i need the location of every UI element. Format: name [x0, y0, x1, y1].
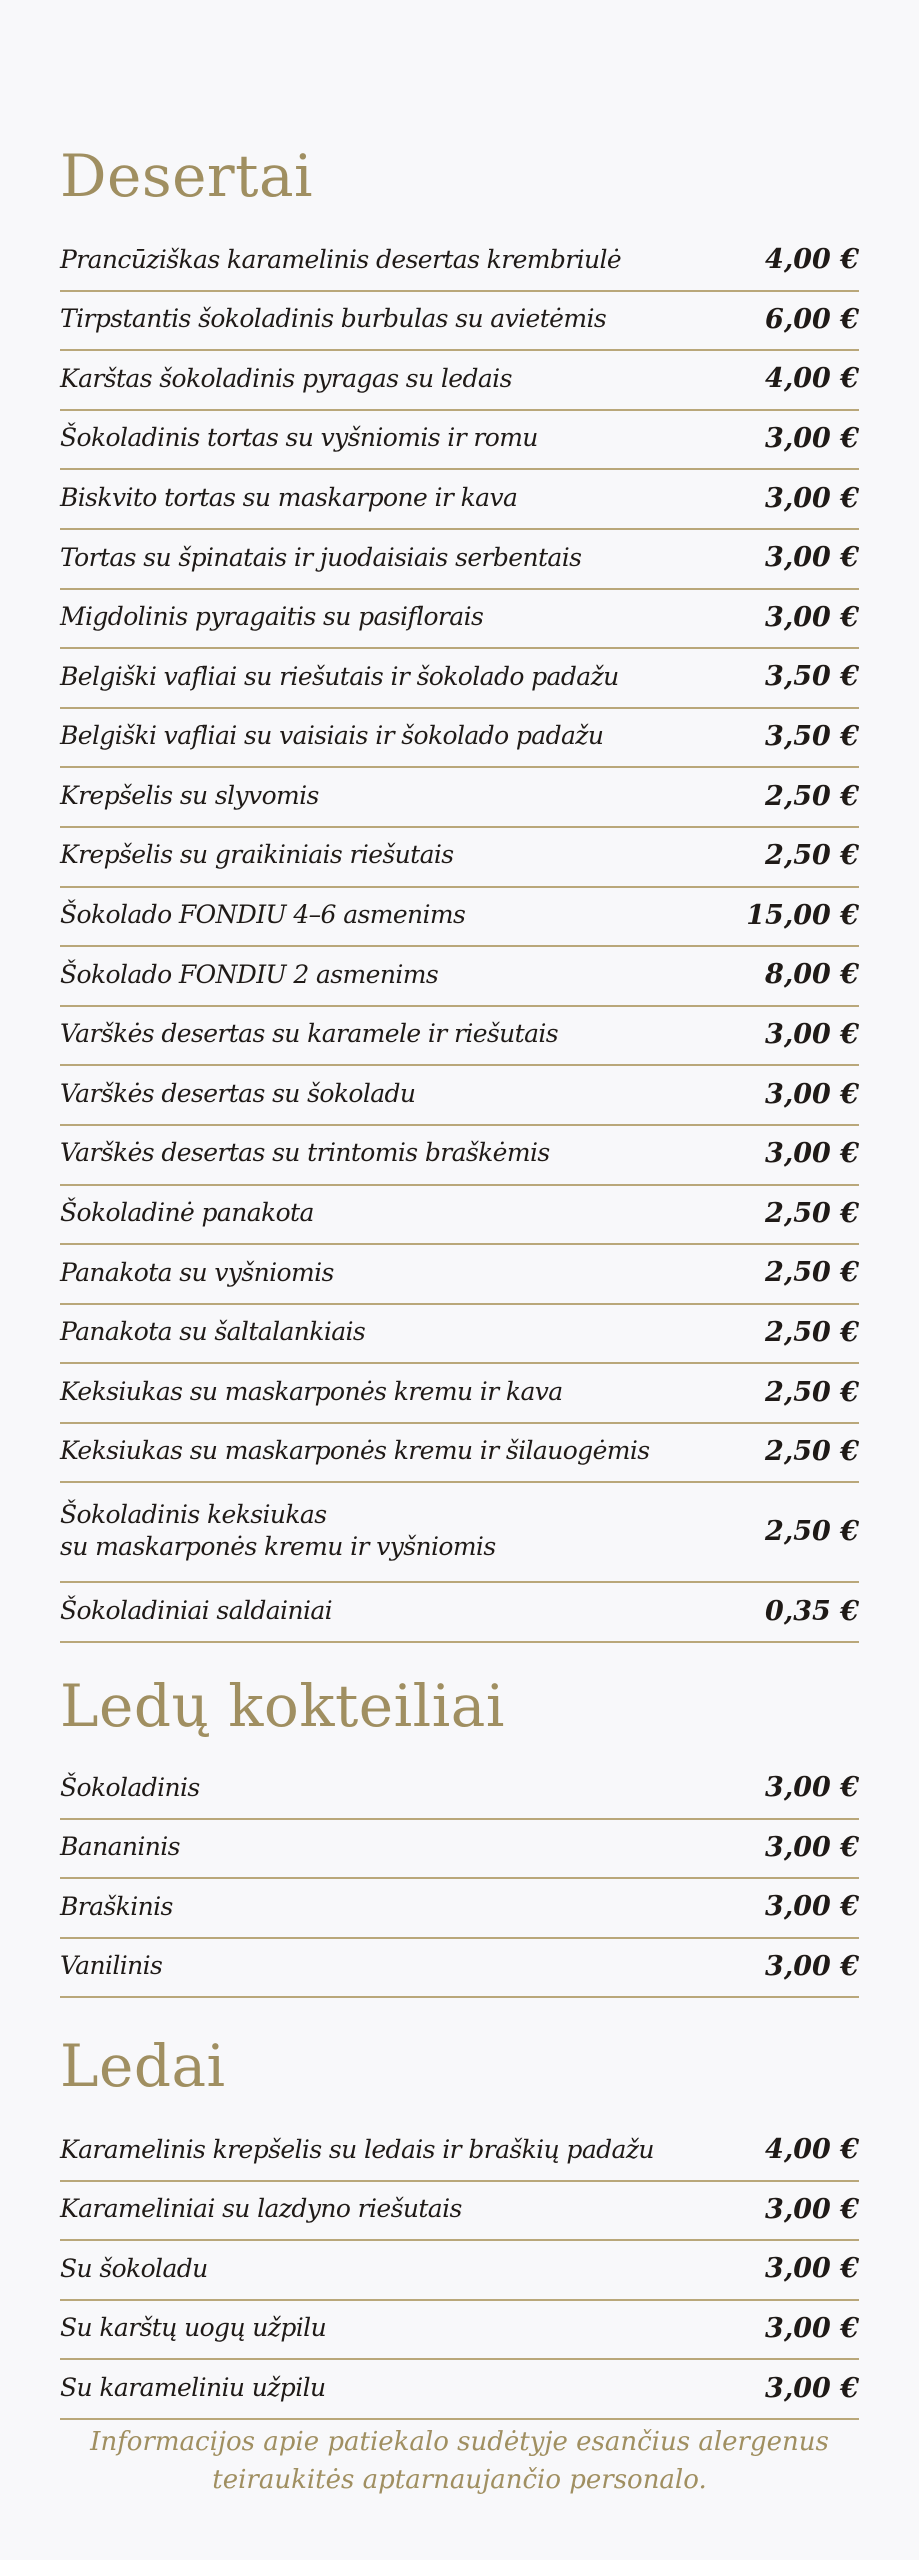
item-price: 2,50 €: [765, 840, 859, 872]
item-name: Šokoladiniai saldainiai: [60, 1596, 333, 1626]
item-price: 2,50 €: [765, 1376, 859, 1408]
item-name: Varškės desertas su trintomis braškėmis: [60, 1138, 550, 1168]
item-name: Su karštų uogų užpilu: [60, 2313, 327, 2343]
menu-row: [60, 828, 859, 888]
item-name: Bananinis: [60, 1832, 180, 1862]
item-price: 4,00 €: [765, 244, 859, 276]
allergen-note-line2: teiraukitės aptarnaujančio personalo.: [212, 2465, 707, 2495]
item-price: 0,35 €: [765, 1595, 859, 1627]
menu-row: [60, 1186, 859, 1246]
item-name: Belgiški vafliai su vaisiais ir šokolado padažu: [60, 721, 604, 751]
item-price: 3,50 €: [765, 661, 859, 693]
item-price: 2,50 €: [765, 780, 859, 812]
menu-row: [60, 1939, 859, 1999]
item-price: 3,00 €: [765, 1891, 859, 1923]
item-price: 3,00 €: [765, 1078, 859, 1110]
item-name: Tortas su špinatais ir juodaisiais serbentais: [60, 542, 582, 572]
item-name: Keksiukas su maskarponės kremu ir šilauogėmis: [60, 1436, 650, 1466]
menu-row: [60, 1126, 859, 1186]
menu-row: [60, 649, 859, 709]
item-name: Vanilinis: [60, 1951, 163, 1981]
menu-row: [60, 411, 859, 471]
section-desertai: [60, 140, 859, 1643]
item-name: Prancūziškas karamelinis desertas krembriulė: [60, 244, 622, 274]
item-name: Biskvito tortas su maskarpone ir kava: [60, 482, 518, 512]
item-name: Krepšelis su graikiniais riešutais: [60, 840, 454, 870]
menu-row: [60, 1364, 859, 1424]
menu-row: [60, 470, 859, 530]
item-name: Varškės desertas su šokoladu: [60, 1078, 416, 1108]
item-name: Karštas šokoladinis pyragas su ledais: [60, 363, 512, 393]
menu-row: [60, 888, 859, 948]
menu-row: [60, 232, 859, 292]
item-name: Tirpstantis šokoladinis burbulas su avietėmis: [60, 304, 607, 334]
item-name: Šokoladinė panakota: [60, 1198, 314, 1228]
menu-row: [60, 2182, 859, 2242]
item-price: 2,50 €: [765, 1316, 859, 1348]
menu-row: [60, 2360, 859, 2420]
item-price: 3,00 €: [765, 1138, 859, 1170]
menu-row: [60, 2122, 859, 2182]
item-price: 6,00 €: [765, 303, 859, 335]
item-name: Karamelinis krepšelis su ledais ir braškių padažu: [60, 2134, 654, 2164]
menu-row: [60, 1483, 859, 1583]
menu-row: [60, 2301, 859, 2361]
item-price: 8,00 €: [765, 959, 859, 991]
item-price: 2,50 €: [765, 1257, 859, 1289]
item-price: 15,00 €: [746, 899, 859, 931]
item-name: Varškės desertas su karamele ir riešutais: [60, 1019, 559, 1049]
item-price: 3,00 €: [765, 1831, 859, 1863]
item-name: Keksiukas su maskarponės kremu ir kava: [60, 1376, 563, 1406]
dessert-list: [60, 232, 859, 1643]
item-price: 3,00 €: [765, 2193, 859, 2225]
item-name: Su karameliniu užpilu: [60, 2372, 326, 2402]
menu-row: [60, 1007, 859, 1067]
item-price: 3,00 €: [765, 2313, 859, 2345]
item-name: Šokolado FONDIU 2 asmenims: [60, 959, 439, 989]
menu-row: [60, 1820, 859, 1880]
section-ledu-kokteiliai: [60, 1670, 859, 1998]
item-name: Šokolado FONDIU 4–6 asmenims: [60, 900, 466, 930]
item-name: Panakota su šaltalankiais: [60, 1317, 366, 1347]
section-title: Ledų kokteiliai: [60, 1672, 505, 1740]
item-price: 3,00 €: [765, 1772, 859, 1804]
allergen-note: [60, 2423, 859, 2499]
menu-row: [60, 590, 859, 650]
menu-row: [60, 709, 859, 769]
menu-row: [60, 292, 859, 352]
item-price: 2,50 €: [765, 1197, 859, 1229]
menu-row: [60, 1879, 859, 1939]
item-name: Migdolinis pyragaitis su pasiflorais: [60, 602, 484, 632]
item-name: Belgiški vafliai su riešutais ir šokolado padažu: [60, 661, 619, 691]
section-title: Desertai: [60, 142, 314, 210]
item-name: Panakota su vyšniomis: [60, 1257, 334, 1287]
item-price: 2,50 €: [765, 1436, 859, 1468]
section-ledai: [60, 2030, 859, 2420]
menu-row: [60, 530, 859, 590]
menu-row: [60, 1760, 859, 1820]
item-price: 2,50 €: [765, 1515, 859, 1547]
item-name: Šokoladinis: [60, 1772, 200, 1802]
item-price: 3,00 €: [765, 1019, 859, 1051]
item-name: Krepšelis su slyvomis: [60, 780, 319, 810]
milkshake-list: [60, 1760, 859, 1998]
menu-row: [60, 1066, 859, 1126]
item-price: 3,50 €: [765, 721, 859, 753]
item-price: 3,00 €: [765, 601, 859, 633]
item-price: 3,00 €: [765, 2372, 859, 2404]
item-price: 3,00 €: [765, 542, 859, 574]
menu-row: [60, 1424, 859, 1484]
menu-row: [60, 2241, 859, 2301]
item-price: 4,00 €: [765, 2134, 859, 2166]
menu-row: [60, 947, 859, 1007]
menu-row: [60, 1583, 859, 1643]
allergen-note-line1: Informacijos apie patiekalo sudėtyje esančius alergenus: [90, 2427, 829, 2457]
menu-row: [60, 1245, 859, 1305]
item-price: 4,00 €: [765, 363, 859, 395]
item-price: 3,00 €: [765, 482, 859, 514]
item-price: 3,00 €: [765, 1951, 859, 1983]
item-name: Šokoladinis keksiukas su maskarponės kremu ir vyšniomis: [60, 1499, 496, 1562]
section-title: Ledai: [60, 2032, 226, 2100]
ice-cream-list: [60, 2122, 859, 2420]
item-name: Šokoladinis tortas su vyšniomis ir romu: [60, 423, 538, 453]
menu-row: [60, 768, 859, 828]
item-name: Su šokoladu: [60, 2253, 208, 2283]
item-price: 3,00 €: [765, 2253, 859, 2285]
item-price: 3,00 €: [765, 423, 859, 455]
item-name: Braškinis: [60, 1891, 173, 1921]
menu-row: [60, 351, 859, 411]
item-name: Karameliniai su lazdyno riešutais: [60, 2194, 462, 2224]
menu-row: [60, 1305, 859, 1365]
